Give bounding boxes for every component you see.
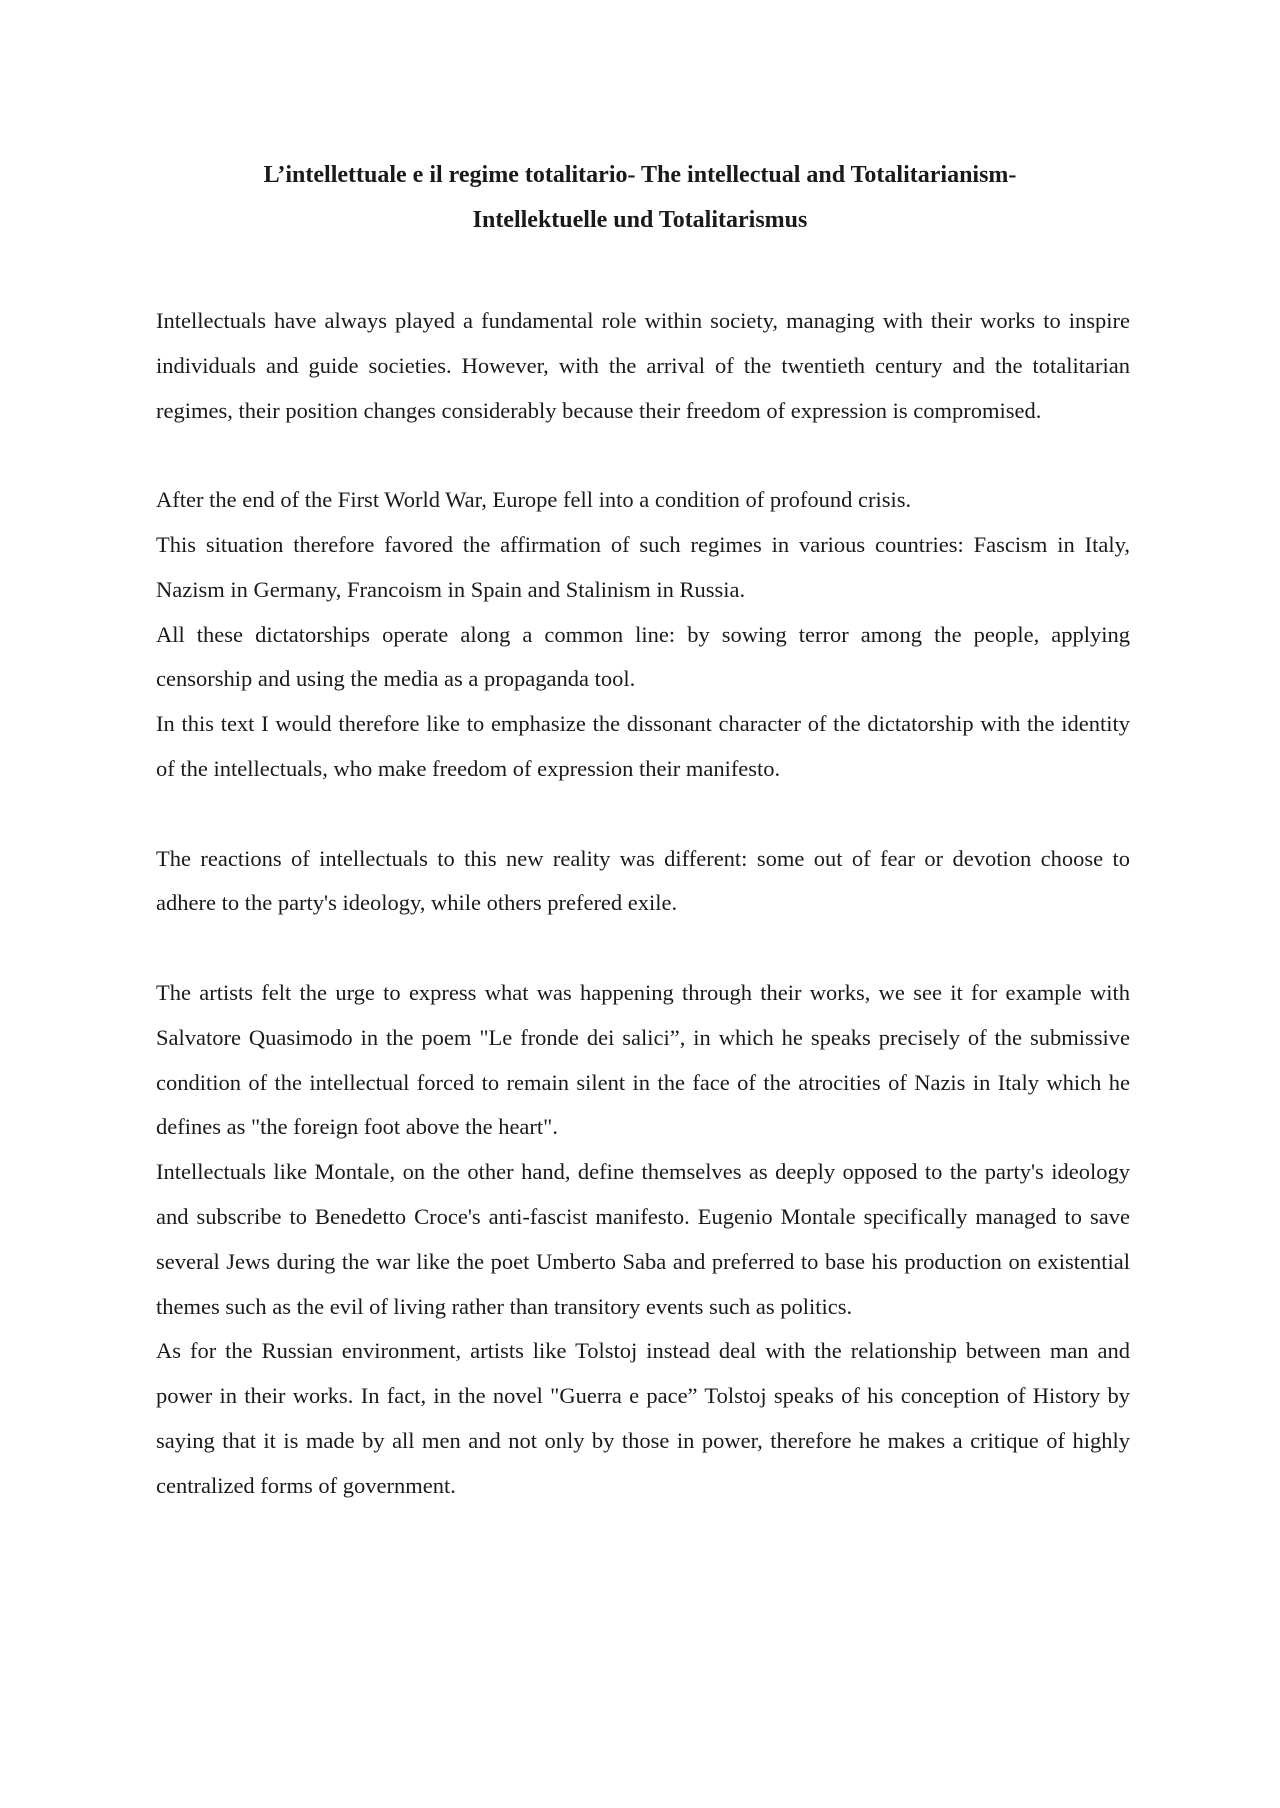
paragraph-intro: Intellectuals have always played a fundamental role within society, managing with their works to inspire individuals and guide societies. However, with the arrival of the twentieth century and the totalitarian regimes, their position changes considerably because their freedom of expression is compromised. (156, 308, 1130, 423)
paragraph-regimes: This situation therefore favored the affirmation of such regimes in various countries: Fascism in Italy, Nazism in Germany, Francoism in Spain and Stalinism in Russia. (156, 531, 1130, 602)
paragraph-quasimodo: The artists felt the urge to express what was happening through their works, we see it for example with Salvatore Quasimodo in the poem "Le fronde dei salici”, in which he speaks precisely of the submissive condition of the intellectual forced to remain silent in the face of the atrocities of Nazis in Italy which he defines as "the foreign foot above the heart". (156, 979, 1130, 1140)
document-body (156, 299, 1130, 1509)
paragraph-montale: Intellectuals like Montale, on the other hand, define themselves as deeply opposed to the party's ideology and subscribe to Benedetto Croce's anti-fascist manifesto. Eugenio Montale specifically managed to save several Jews during the war like the poet Umberto Saba and preferred to base his production on existential themes such as the evil of living rather than transitory events such as politics. (156, 1159, 1130, 1319)
paragraph-postwar: After the end of the First World War, Europe fell into a condition of profound crisis. (156, 487, 912, 513)
paragraph-gap (156, 926, 1130, 971)
paragraph-thesis: In this text I would therefore like to emphasize the dissonant character of the dictatorship with the identity of the intellectuals, who make freedom of expression their manifesto. (156, 711, 1130, 781)
paragraph-reactions: The reactions of intellectuals to this new reality was different: some out of fear or devotion choose to adhere to the party's ideology, while others prefered exile. (156, 845, 1130, 916)
title-line-2: Intellektuelle und Totalitarismus (472, 207, 808, 233)
paragraph-gap (156, 433, 1130, 478)
title-line-1: L’intellettuale e il regime totalitario- The intellectual and Totalitarianism- (263, 162, 1017, 188)
paragraph-dictatorships: All these dictatorships operate along a common line: by sowing terror among the people, applying censorship and using the media as a propaganda tool. (156, 621, 1130, 692)
paragraph-gap (156, 792, 1130, 837)
paragraph-tolstoj: As for the Russian environment, artists like Tolstoj instead deal with the relationship between man and power in their works. In fact, in the novel "Guerra e pace” Tolstoj speaks of his conception of History by saying that it is made by all men and not only by those in power, therefore he makes a critique of highly centralized forms of government. (156, 1338, 1130, 1498)
page-title (150, 153, 1130, 243)
